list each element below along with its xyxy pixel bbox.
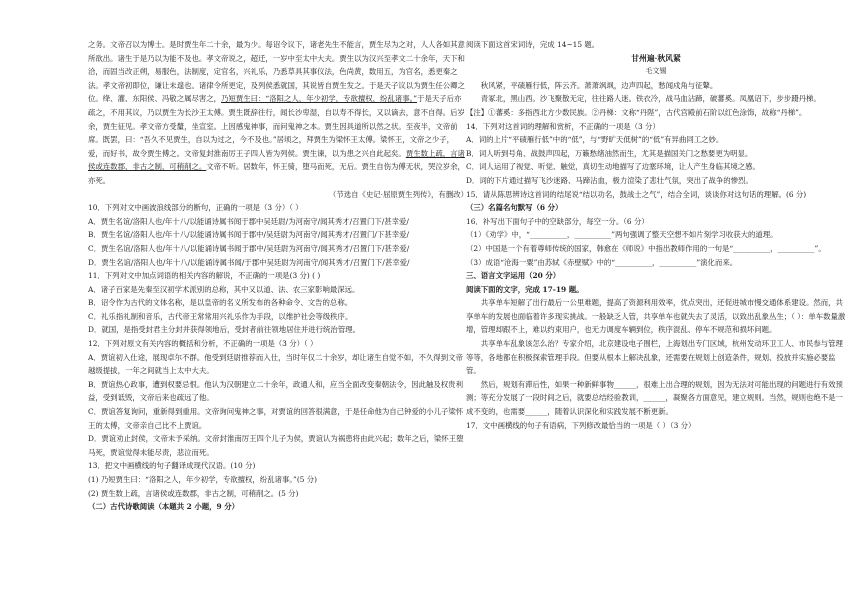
q13-item-1: (1) 乃短贾生曰：“洛阳之人，年少初学，专欲擅权，纷乱诸事。”(5 分) <box>88 475 318 484</box>
q12-option-b: B．贾谊热心政事，遭到权要忌恨。他认为汉朝建立二十余年，政通人和，应当全面改变秦朝法令，因此触及权贵利益，受到诋毁，文帝后来也疏远了他。 <box>88 379 463 403</box>
q12-option-c: C．贾谊答复询问，重新得到重用。文帝询问鬼神之事，对贾谊的回答很满意，于是任命他为自己钟爱的小儿子梁怀王的太傅，文帝亲自己比不上贾谊。 <box>88 407 464 430</box>
q10-option-a: A．贾生名谊/洛阳人也/年十八/以能诵诗属书闻于郡中吴廷尉/为河南守/闻其秀才/召置门下/甚幸爱/ <box>88 216 409 226</box>
question-14: 14．下列对这首词的理解和赏析，不正确的一项是（3 分） <box>466 121 660 131</box>
q12-option-d: D．贾谊劝止封侯，文帝未予采纳。文帝封淮南厉王四个儿子为侯，贾谊认为祸患将由此兴起；数年之后，梁怀王堕马死，贾谊觉得未能尽责，悲泣而死。 <box>88 434 464 457</box>
question-15: 15．请从陈思辨诗这首词的结尾说“结以功名，鼓战士之气”，结合全词，谈谈你对这句话的理解。(6 分) <box>466 189 807 199</box>
q11-option-d: D．就国，是指受封君主分封并获得领地后，受封者前往领地居住并进行统治管理。 <box>88 325 360 335</box>
question-12: 12．下列对原文有关内容的概括和分析，不正确的一项是（3 分）（ ） <box>88 339 318 349</box>
poem-line-2: 青冢北，黑山西。沙飞聚散无定，往往路人迷。铁衣冷，战马血沾蹄，破蕃奚。凤凰诏下，步步蹑丹梯。 <box>480 94 821 104</box>
left-column <box>88 38 468 514</box>
poem-intro: 阅读下面这首宋词诗，完成 14~15 题。 <box>466 40 600 49</box>
paragraph-3: 然后，规划有滞后性，如果一种新鲜事物______，很难上出合理的规划，因为无法对可能出现的问题进行有效预测；等充分发展了一段时间之后，就要总结经验教训，______，凝聚各方面意见，建立规则。当然，规则也绝不是一成不变的，也需要______，随着认识深化和实践发展不断更新。 <box>466 379 843 417</box>
paragraph-1: 共享单车短解了出行最后一公里难题，提高了资源利用效率，优点突出，还促进城市慢交通体系建设。然而，共享单车的发展也面临着许多现实挑战。一般缺乏人管，共享单车也就失去了灵活，以致出乱象丛生；（ ）：单车数量激增，管理却跟不上，难以约束用户，也无力调度车辆到位，秩序混乱、停车不规范和损坏问题。 <box>466 298 846 335</box>
underlined-sentence-2: 贾生数上疏，言诸侯或连数郡，非古之制，可稍削之。 <box>88 148 465 172</box>
language-section-heading: 三、语言文字运用（20 分） <box>466 271 561 281</box>
q14-option-d: D．词的下片通过描写飞沙迷路、马蹄沾血，极力渲染了悲壮气氛，突出了战争的惨烈。 <box>466 175 753 185</box>
q11-option-a: A．诸子百家是先秦至汉初学术派别的总称，其中又以道、法、农三家影响最深远。 <box>88 284 360 294</box>
q14-option-b: B．词人听到号角、战鼓声四起，万籁愁绪油然而生，尤其是描国关门之愁要更为明显。 <box>466 148 753 158</box>
q11-option-b: B．诏令作为古代的文体名称，是以皇帝的名义所发布的各种命令、文告的总称。 <box>88 298 353 308</box>
poem-note: 【注】①蕃奚：多指西北方少数民族。②丹梯：文称“丹陛”，古代宫殿前石阶以红色涂饰，故称“丹梯”。 <box>466 107 807 117</box>
question-16: 16．补写出下面句子中的空缺部分，每空一分。（6 分） <box>466 216 649 226</box>
q14-option-a: A．词的上片“平碛雁行低”中的“低”，与“野旷天低树”的“低”有异曲同工之妙。 <box>466 135 724 145</box>
poem-title: 甘州遍·秋风紧 <box>631 53 681 63</box>
q16-item-1: （1）《劝学》中，“__________，__________”两句强调了整天空想不如片刻学习收获大的道理。 <box>466 230 778 240</box>
question-13: 13．把文中画横线的句子翻译成现代汉语。(10 分) <box>88 461 256 471</box>
question-17: 17．文中画横线的句子有语病，下列修改最恰当的一项是（ ）（3 分） <box>466 420 696 430</box>
q16-item-2: （2）中国是一个有着尊师传统的国家，韩愈在《师说》中指出教师作用的一句是“__________，__________”。 <box>466 243 826 253</box>
section-2-heading: （二）古代诗歌阅读（本题共 2 小题，9 分） <box>88 502 240 512</box>
poem-author: 毛文锡 <box>645 67 667 76</box>
q10-option-c: C．贾生名谊/洛阳人也/年十八/以能诵诗属书闻于郡中/吴廷尉为河南守/闻其秀才/召置门下/甚幸爱/ <box>88 243 410 253</box>
q10-option-b: B．贾生名谊/洛阳人也/年十八/以能诵诗属书闻于郡中/吴廷尉为河南守/闻其秀才/召置门/下甚幸爱/ <box>88 230 409 240</box>
reading-17-instruction: 阅读下面的文字，完成 17-19 题。 <box>466 284 584 294</box>
q16-item-3: （3）成语“沧海一粟”由苏轼《赤壁赋》中的“__________，__________”演化而来。 <box>466 257 738 267</box>
q12-option-a: A．贾谊初入仕途，展现卓尔不群。他受到廷尉推荐而入仕，当时年仅二十余岁，却让诸生自觉不如，不久得到文帝越级提拔，一年之间就当上太中大夫。 <box>88 352 463 376</box>
paragraph-2: 共享单车乱象该怎么治？专家介绍，北京建设电子围栏，上海划出专门区域，杭州发动环卫工人、市民参与管理等等，各地都在积极探索管理手段。但要从根本上解决乱象，还需要在规划上创造条件，规划、投放并实施必要监管。 <box>466 339 843 376</box>
source-note: （节选自《史记·屈原贾生列传》，有删改） <box>328 189 468 199</box>
q10-option-d: D．贾生名谊/洛阳人也/年十八/以能诵诗属书闻/于郡中吴廷尉为河南守/闻其秀才/召置门下/甚幸爱/ <box>88 257 410 267</box>
passage: 之务。文帝召以为博士。是时贾生年二十余，最为少。每诏令议下，诸老先生不能言，贾生尽为之对，人人各如其意所欲出。诸生于是乃以为能不及也。孝文帝说之，超迁，一岁中至太中大夫。贾生以为汉兴至孝文二十余年，天下和洽，而固当改正朔，易服色，法制度，定官名，兴礼乐，乃悉草具其事仪法，色尚黄，数用五，为官名，悉更秦之法。孝文帝初即位，谦让未遑也。诸律令所更定，及列侯悉就国，其说皆自贾生发之。于是天子议以为贾生任公卿之位。绛、灌、东阳侯、冯敬之属尽害之，乃短贾生曰：“洛阳之人，年少初学，专欲擅权，纷乱诸事。”于是天子后亦疏之，不用其议，乃以贾生为长沙王太傅。贾生既辞往行，闻长沙卑湿，自以寿不得长，又以谪去，意不自得。后岁余，贾生征见。孝文帝方受釐，坐宣室。上因感鬼神事，而问鬼神之本。贾生因具道所以然之状。至夜半，文帝前席。既罢，曰：“吾久不见贾生，自以为过之，今不及也。”居顷之，拜贾生为梁怀王太傅。梁怀王，文帝之少子，爱，而好书，故令贾生傅之。文帝复封淮南厉王子四人皆为列侯。贾生谏，以为患之兴自此起矣。贾生数上疏，言诸侯或连数郡，非古之制，可稍削之。文帝不听。居数年，怀王骑，堕马而死，无后。贾生自伤为傅无状，哭泣岁余，亦死。 <box>88 40 465 185</box>
right-column <box>466 38 846 432</box>
question-11: 11．下列对文中加点词语的相关内容的解说，不正确的一项是(3 分) ( ) <box>88 271 321 281</box>
q13-item-2: (2) 贾生数上疏，言诸侯或连数郡，非古之制，可稍削之。(5 分) <box>88 488 299 498</box>
underlined-sentence-1: 乃短贾生曰：“洛阳之人，年少初学，专欲擅权，纷乱诸事。” <box>221 94 418 104</box>
question-10: 10．下列对文中画波浪线部分的断句，正确的一项是（3 分）（ ） <box>88 203 303 213</box>
q11-option-c: C．礼乐指礼制和音乐，古代帝王常常用兴礼乐作为手段，以维护社会等级秩序。 <box>88 311 353 321</box>
q14-option-c: C．词人运用了视觉、听觉、触觉，真切生动地描写了边塞环境，让人产生身临其境之感。 <box>466 162 760 172</box>
poem-line-1: 秋风紧，平碛雁行低，阵云齐。萧萧飒飒，边声四起，愁闻戍角与征鼙。 <box>480 80 718 90</box>
section-3-heading: （三）名篇名句默写（6 分） <box>466 203 563 213</box>
